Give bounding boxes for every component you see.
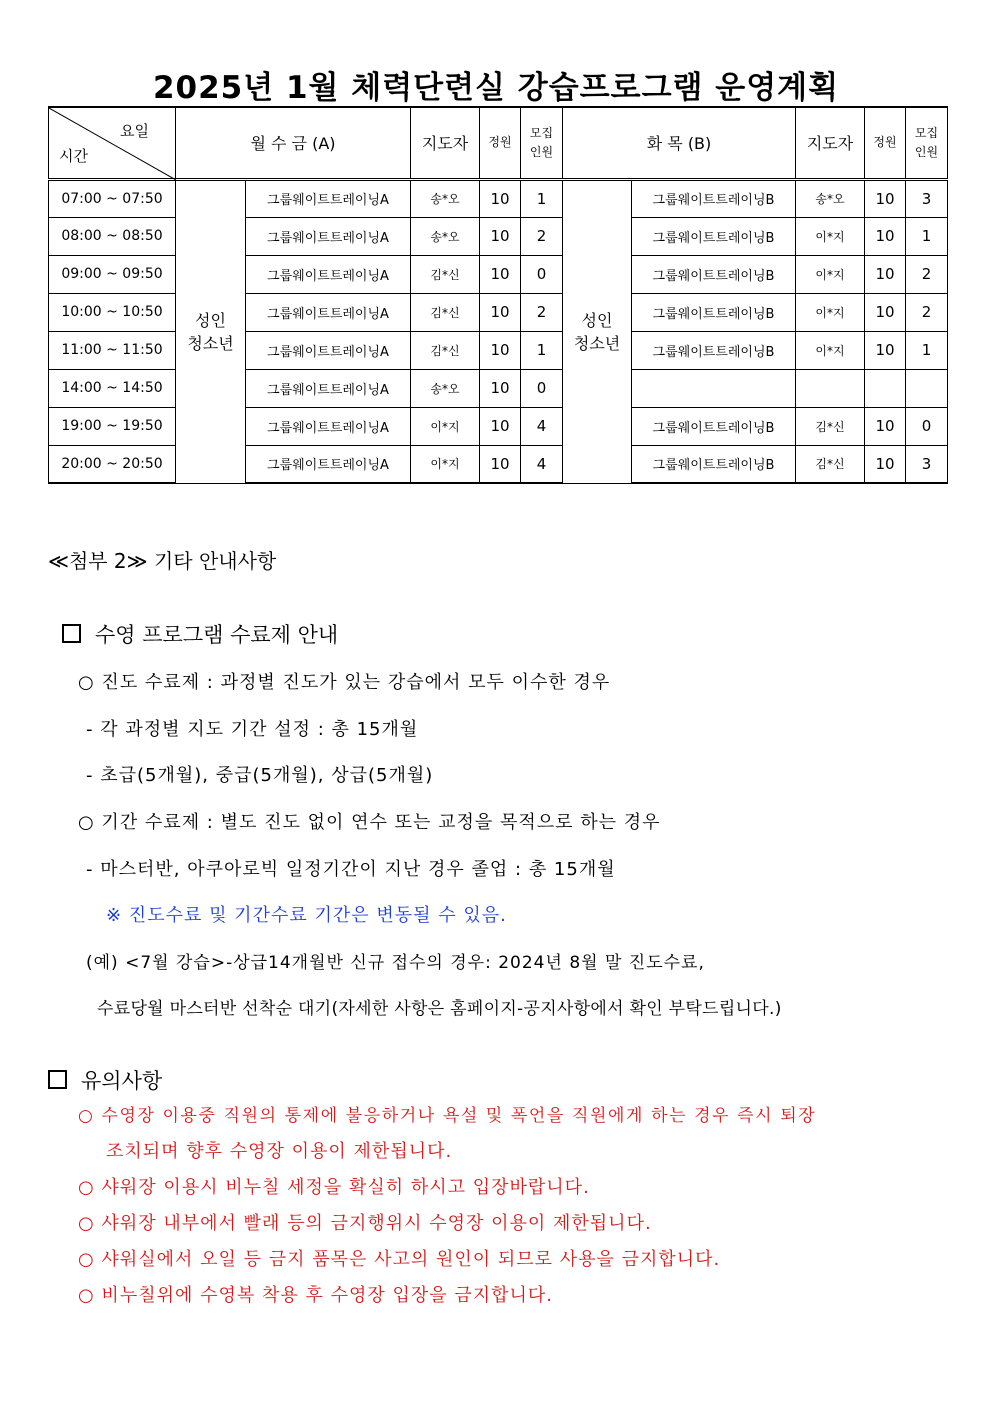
group-a-target-cell: 성인 청소년 bbox=[176, 179, 246, 483]
swim-line: - 각 과정별 지도 기간 설정 : 총 15개월 bbox=[86, 719, 419, 740]
recruit-b-cell: 2 bbox=[906, 293, 948, 331]
instructor-b-cell: 김*신 bbox=[796, 407, 865, 445]
program-a-cell: 그룹웨이트트레이닝A bbox=[246, 255, 411, 293]
capacity-a-cell: 10 bbox=[480, 369, 521, 407]
capacity-b-cell: 10 bbox=[865, 217, 906, 255]
program-b-cell: 그룹웨이트트레이닝B bbox=[632, 293, 796, 331]
group-b-header: 화 목 (B) bbox=[563, 107, 796, 179]
notice-line: ○ 샤워장 이용시 비누칠 세정을 확실히 하시고 입장바랍니다. bbox=[78, 1177, 590, 1198]
recruit-a-cell: 0 bbox=[521, 369, 563, 407]
capacity-a-cell: 10 bbox=[480, 179, 521, 217]
time-cell: 19:00 ~ 19:50 bbox=[49, 407, 176, 445]
instructor-b-cell: 송*오 bbox=[796, 179, 865, 217]
time-cell: 07:00 ~ 07:50 bbox=[49, 179, 176, 217]
group-b-target-cell: 성인 청소년 bbox=[563, 179, 632, 483]
program-a-cell: 그룹웨이트트레이닝A bbox=[246, 369, 411, 407]
capacity-a-cell: 10 bbox=[480, 293, 521, 331]
notice-line: ○ 수영장 이용중 직원의 통제에 불응하거나 욕설 및 폭언을 직원에게 하는 경우 즉시 퇴장 bbox=[78, 1106, 817, 1126]
capacity-b-cell: 10 bbox=[865, 331, 906, 369]
notice-line: ○ 비누칠위에 수영복 착용 후 수영장 입장을 금지합니다. bbox=[78, 1285, 554, 1306]
capacity-b-cell bbox=[865, 369, 906, 407]
capacity-a-cell: 10 bbox=[480, 445, 521, 483]
recruit-b-cell: 1 bbox=[906, 217, 948, 255]
notice-line: 조치되며 향후 수영장 이용이 제한됩니다. bbox=[106, 1141, 453, 1162]
instructor-a-cell: 송*오 bbox=[411, 179, 480, 217]
schedule-table bbox=[48, 106, 948, 484]
recruit-header-b: 모집 인원 bbox=[906, 107, 948, 179]
page-title: 2025년 1월 체력단련실 강습프로그램 운영계획 bbox=[152, 70, 840, 106]
program-a-cell: 그룹웨이트트레이닝A bbox=[246, 217, 411, 255]
program-a-cell: 그룹웨이트트레이닝A bbox=[246, 179, 411, 217]
instructor-b-cell: 김*신 bbox=[796, 445, 865, 483]
instructor-b-cell: 이*지 bbox=[796, 331, 865, 369]
capacity-b-cell: 10 bbox=[865, 255, 906, 293]
capacity-header-a: 정원 bbox=[480, 107, 521, 179]
recruit-a-cell: 0 bbox=[521, 255, 563, 293]
capacity-b-cell: 10 bbox=[865, 293, 906, 331]
recruit-b-cell bbox=[906, 369, 948, 407]
program-a-cell: 그룹웨이트트레이닝A bbox=[246, 293, 411, 331]
program-b-cell: 그룹웨이트트레이닝B bbox=[632, 255, 796, 293]
swim-line: ○ 진도 수료제 : 과정별 진도가 있는 강습에서 모두 이수한 경우 bbox=[78, 672, 611, 693]
program-a-cell: 그룹웨이트트레이닝A bbox=[246, 407, 411, 445]
capacity-header-b: 정원 bbox=[865, 107, 906, 179]
instructor-b-cell bbox=[796, 369, 865, 407]
time-cell: 08:00 ~ 08:50 bbox=[49, 217, 176, 255]
capacity-a-cell: 10 bbox=[480, 217, 521, 255]
instructor-a-cell: 김*신 bbox=[411, 293, 480, 331]
notice-line: ○ 샤워장 내부에서 빨래 등의 금지행위시 수영장 이용이 제한됩니다. bbox=[78, 1213, 652, 1234]
program-b-cell: 그룹웨이트트레이닝B bbox=[632, 331, 796, 369]
instructor-a-cell: 이*지 bbox=[411, 445, 480, 483]
capacity-b-cell: 10 bbox=[865, 179, 906, 217]
table-header-row bbox=[49, 107, 948, 179]
instructor-a-cell: 이*지 bbox=[411, 407, 480, 445]
day-label: 요일 bbox=[120, 122, 149, 140]
attachment-title: ≪첨부 2≫ 기타 안내사항 bbox=[48, 549, 277, 573]
instructor-a-cell: 김*신 bbox=[411, 255, 480, 293]
instructor-header-b: 지도자 bbox=[796, 107, 865, 179]
program-b-cell: 그룹웨이트트레이닝B bbox=[632, 217, 796, 255]
swim-line: - 초급(5개월), 중급(5개월), 상급(5개월) bbox=[86, 765, 434, 786]
recruit-b-cell: 1 bbox=[906, 331, 948, 369]
capacity-a-cell: 10 bbox=[480, 407, 521, 445]
swim-note: ※ 진도수료 및 기간수료 기간은 변동될 수 있음. bbox=[106, 905, 507, 926]
swim-line: - 마스터반, 아쿠아로빅 일정기간이 지난 경우 졸업 : 총 15개월 bbox=[86, 859, 616, 880]
recruit-a-cell: 4 bbox=[521, 445, 563, 483]
swim-example: (예) <7월 강습>-상급14개월반 신규 접수의 경우: 2024년 8월 말 진도수료, bbox=[86, 953, 705, 973]
notice-line: ○ 샤워실에서 오일 등 금지 품목은 사고의 원인이 되므로 사용을 금지합니다. bbox=[78, 1249, 721, 1270]
swim-heading: 수영 프로그램 수료제 안내 bbox=[62, 619, 338, 649]
instructor-b-cell: 이*지 bbox=[796, 255, 865, 293]
capacity-a-cell: 10 bbox=[480, 255, 521, 293]
recruit-a-cell: 1 bbox=[521, 331, 563, 369]
time-cell: 20:00 ~ 20:50 bbox=[49, 445, 176, 483]
program-b-cell bbox=[632, 369, 796, 407]
instructor-b-cell: 이*지 bbox=[796, 293, 865, 331]
recruit-b-cell: 3 bbox=[906, 179, 948, 217]
capacity-b-cell: 10 bbox=[865, 445, 906, 483]
checkbox-square-icon bbox=[62, 624, 81, 643]
time-label: 시간 bbox=[59, 146, 88, 165]
instructor-b-cell: 이*지 bbox=[796, 217, 865, 255]
recruit-b-cell: 0 bbox=[906, 407, 948, 445]
group-a-header: 월 수 금 (A) bbox=[176, 107, 411, 179]
table-row bbox=[49, 179, 948, 217]
corner-header bbox=[49, 107, 176, 179]
checkbox-square-icon bbox=[48, 1070, 67, 1089]
instructor-a-cell: 김*신 bbox=[411, 331, 480, 369]
capacity-a-cell: 10 bbox=[480, 331, 521, 369]
recruit-a-cell: 1 bbox=[521, 179, 563, 217]
notice-heading: 유의사항 bbox=[48, 1065, 162, 1095]
program-a-cell: 그룹웨이트트레이닝A bbox=[246, 445, 411, 483]
recruit-a-cell: 4 bbox=[521, 407, 563, 445]
recruit-header-a: 모집 인원 bbox=[521, 107, 563, 179]
time-cell: 09:00 ~ 09:50 bbox=[49, 255, 176, 293]
recruit-a-cell: 2 bbox=[521, 217, 563, 255]
program-b-cell: 그룹웨이트트레이닝B bbox=[632, 179, 796, 217]
swim-example: 수료당월 마스터반 선착순 대기(자세한 사항은 홈페이지-공지사항에서 확인 부탁드립니다.) bbox=[97, 999, 782, 1019]
capacity-b-cell: 10 bbox=[865, 407, 906, 445]
instructor-a-cell: 송*오 bbox=[411, 369, 480, 407]
recruit-a-cell: 2 bbox=[521, 293, 563, 331]
time-cell: 14:00 ~ 14:50 bbox=[49, 369, 176, 407]
time-cell: 10:00 ~ 10:50 bbox=[49, 293, 176, 331]
time-cell: 11:00 ~ 11:50 bbox=[49, 331, 176, 369]
instructor-header-a: 지도자 bbox=[411, 107, 480, 179]
program-a-cell: 그룹웨이트트레이닝A bbox=[246, 331, 411, 369]
recruit-b-cell: 2 bbox=[906, 255, 948, 293]
swim-line: ○ 기간 수료제 : 별도 진도 없이 연수 또는 교정을 목적으로 하는 경우 bbox=[78, 812, 661, 833]
program-b-cell: 그룹웨이트트레이닝B bbox=[632, 445, 796, 483]
program-b-cell: 그룹웨이트트레이닝B bbox=[632, 407, 796, 445]
instructor-a-cell: 송*오 bbox=[411, 217, 480, 255]
recruit-b-cell: 3 bbox=[906, 445, 948, 483]
